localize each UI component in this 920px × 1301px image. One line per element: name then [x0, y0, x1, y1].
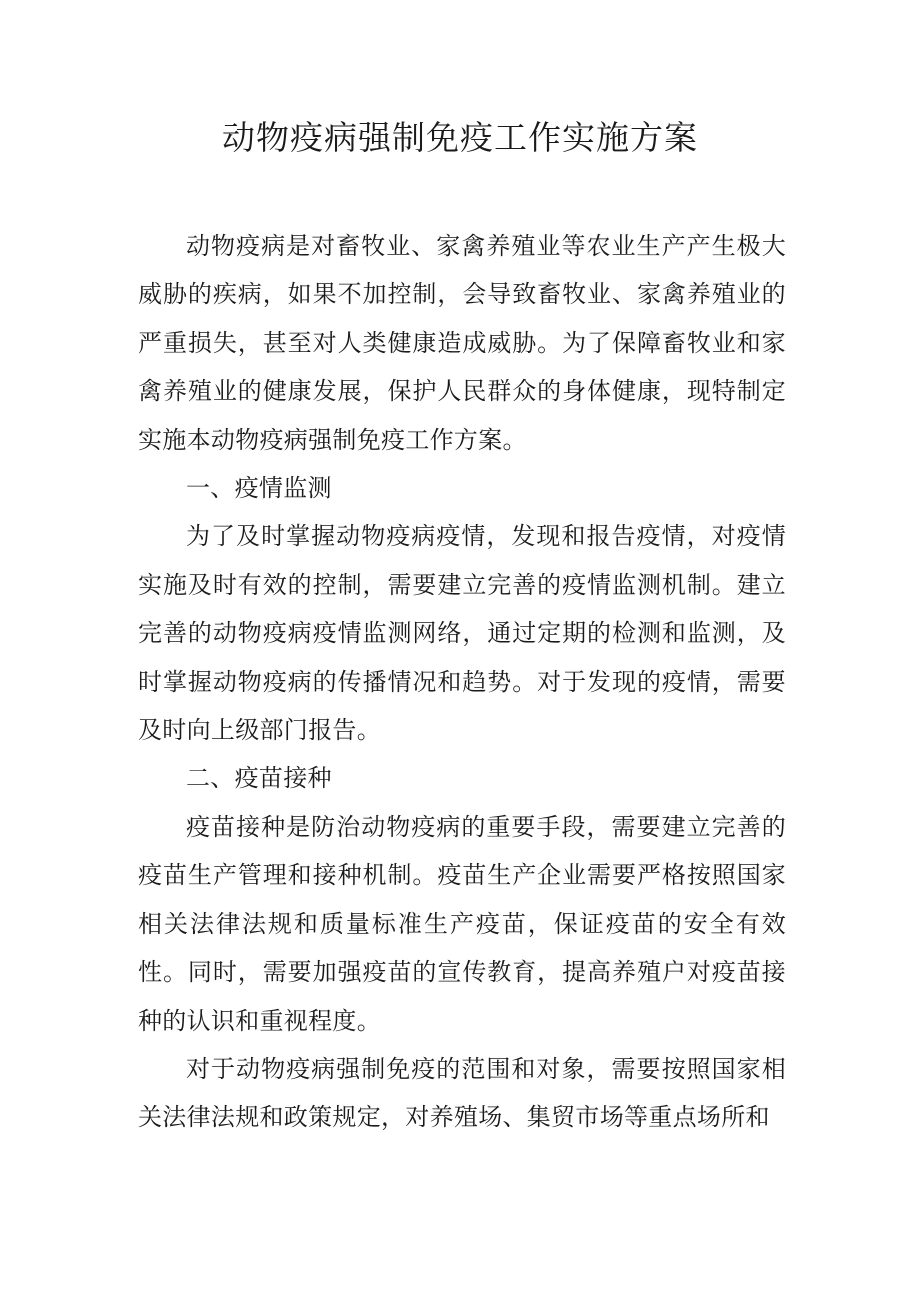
document-title: 动物疫病强制免疫工作实施方案: [222, 118, 698, 157]
scope-paragraph: 对于动物疫病强制免疫的范围和对象，需要按照国家相关法律法规和政策规定，对养殖场、集贸市场等重点场所和: [138, 1054, 786, 1132]
document-body: [138, 222, 786, 1142]
intro-paragraph: 动物疫病是对畜牧业、家禽养殖业等农业生产产生极大威胁的疾病，如果不加控制，会导致畜牧业、家禽养殖业的严重损失，甚至对人类健康造成威胁。为了保障畜牧业和家禽养殖业的健康发展，保护人民群众的身体健康，现特制定实施本动物疫病强制免疫工作方案。: [138, 232, 786, 454]
monitoring-paragraph: 为了及时掌握动物疫病疫情，发现和报告疫情，对疫情实施及时有效的控制，需要建立完善的疫情监测机制。建立完善的动物疫病疫情监测网络，通过定期的检测和监测，及时掌握动物疫病的传播情况和趋势。对于发现的疫情，需要及时向上级部门报告。: [138, 522, 786, 745]
vaccination-paragraph: 疫苗接种是防治动物疫病的重要手段，需要建立完善的疫苗生产管理和接种机制。疫苗生产企业需要严格按照国家相关法律法规和质量标准生产疫苗，保证疫苗的安全有效性。同时，需要加强疫苗的宣传教育，提高养殖户对疫苗接种的认识和重视程度。: [138, 812, 786, 1035]
section-heading-monitoring: 一、疫情监测: [186, 474, 332, 503]
section-heading-vaccination: 二、疫苗接种: [186, 764, 332, 793]
